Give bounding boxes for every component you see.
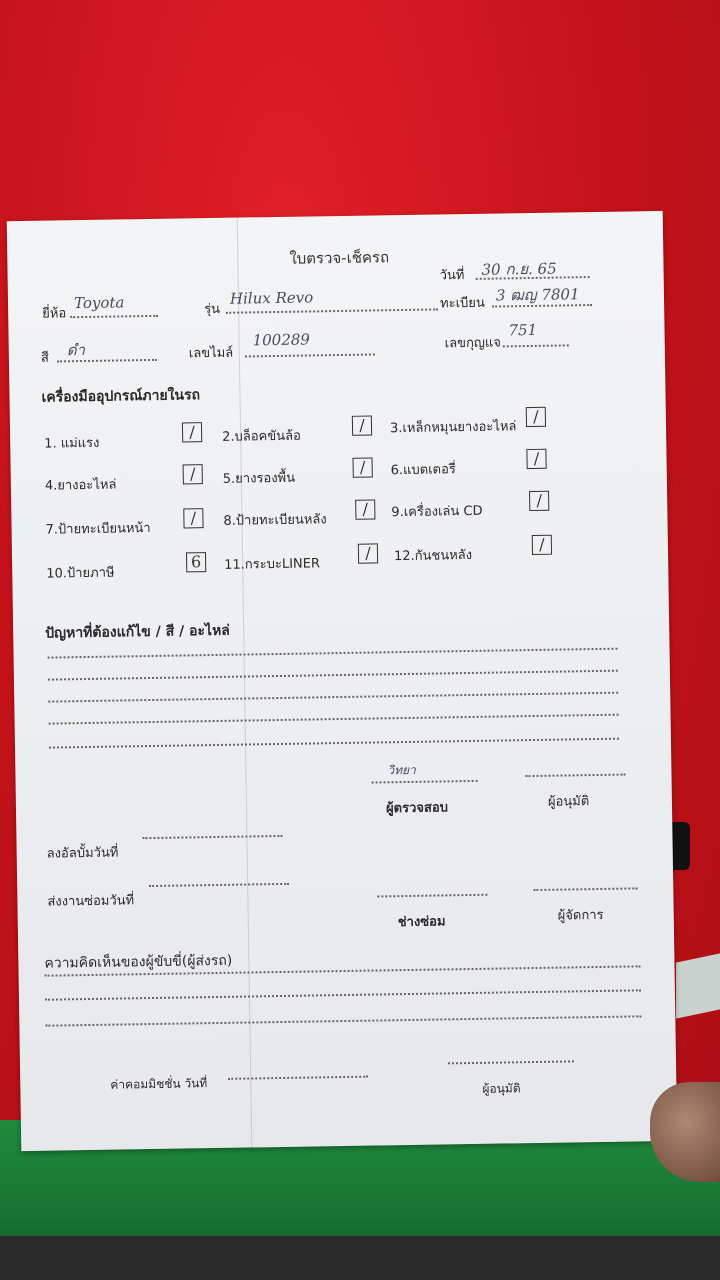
- manager-label: ผู้จัดการ: [557, 907, 604, 924]
- item-label-11: 11.กระบะLINER: [224, 556, 321, 573]
- check-mark: /: [189, 422, 195, 442]
- check-mark: /: [359, 415, 365, 435]
- plate-label: ทะเบียน: [439, 295, 485, 312]
- check-mark: /: [190, 508, 197, 528]
- mechanic-label: ช่างซ่อม: [397, 914, 446, 931]
- inspection-form-paper: [7, 211, 678, 1151]
- problems-heading: ปัญหาที่ต้องแก้ไข / สี / อะไหล่: [45, 622, 230, 642]
- item-checkbox-8[interactable]: [355, 499, 375, 519]
- inspector-signature[interactable]: วิทยา: [387, 762, 416, 778]
- item-checkbox-11[interactable]: [358, 543, 378, 563]
- inspector-line: [372, 780, 478, 784]
- item-checkbox-10[interactable]: [186, 552, 206, 572]
- check-mark: /: [365, 543, 371, 563]
- key-label: เลขกุญแจ: [444, 335, 502, 352]
- check-mark: /: [533, 448, 540, 468]
- check-mark: /: [536, 490, 543, 510]
- problems-line-5: [49, 738, 619, 749]
- approver2-label: ผู้อนุมัติ: [482, 1081, 521, 1096]
- check-mark: /: [533, 406, 539, 426]
- mileage-label: เลขไมล์: [188, 345, 234, 362]
- approver-line: [526, 774, 626, 778]
- check-mark: /: [362, 499, 369, 519]
- problems-line-3: [48, 692, 618, 703]
- check-mark: /: [189, 464, 196, 484]
- date-label: วันที่: [439, 268, 465, 284]
- item-label-6: 6.แบตเตอรี่: [390, 462, 456, 479]
- inspector-label: ผู้ตรวจสอบ: [385, 800, 449, 817]
- plate-value[interactable]: 3 ฒญ 7801: [495, 285, 580, 305]
- item-checkbox-5[interactable]: [352, 457, 372, 477]
- item-label-10: 10.ป้ายภาษี: [46, 565, 115, 582]
- parts-date-label: ลงอัลบั้มวันที่: [46, 845, 119, 862]
- item-label-9: 9.เครื่องเล่น CD: [391, 503, 483, 521]
- date-value[interactable]: 30 ก.ย. 65: [481, 259, 557, 279]
- item-checkbox-4[interactable]: [183, 464, 203, 484]
- model-line: [226, 308, 438, 313]
- problems-line-4: [49, 714, 619, 725]
- item-label-5: 5.ยางรองพื้น: [222, 470, 296, 487]
- approver-label: ผู้อนุมัติ: [547, 794, 590, 810]
- key-line: [503, 344, 569, 347]
- gray-card-edge: [676, 953, 720, 1018]
- equipment-heading: เครื่องมืออุปกรณ์ภายในรถ: [41, 387, 201, 406]
- item-checkbox-2[interactable]: [352, 415, 372, 435]
- brand-line: [70, 315, 158, 318]
- item-checkbox-3[interactable]: [526, 407, 546, 427]
- brand-value[interactable]: Toyota: [73, 293, 125, 313]
- model-label: รุ่น: [204, 301, 221, 318]
- item-checkbox-6[interactable]: [526, 449, 546, 469]
- color-label: สี: [40, 350, 49, 366]
- problems-line-2: [48, 670, 618, 681]
- item-label-2: 2.บล็อคขันล้อ: [222, 428, 301, 445]
- check-mark: /: [539, 534, 545, 554]
- parts-date-line: [142, 835, 282, 839]
- item-label-8: 8.ป้ายทะเบียนหลัง: [223, 512, 327, 529]
- form-title: ใบตรวจ-เช็ครถ: [289, 248, 390, 268]
- item-checkbox-9[interactable]: [529, 491, 549, 511]
- model-value[interactable]: Hilux Revo: [229, 288, 314, 308]
- opinion-heading: ความคิดเห็นของผู้ขับขี่(ผู้ส่งรถ): [44, 952, 233, 972]
- mileage-value[interactable]: 100289: [252, 330, 311, 350]
- opinion-line-3: [45, 1015, 641, 1026]
- approver2-line: [448, 1060, 574, 1064]
- brand-label: ยี่ห้อ: [42, 306, 67, 322]
- item-label-4: 4.ยางอะไหล่: [44, 477, 117, 494]
- repair-date-line: [149, 883, 289, 887]
- commission-label: ค่าคอมมิชชั่น วันที่: [110, 1076, 208, 1092]
- item-checkbox-12[interactable]: [532, 535, 552, 555]
- item-checkbox-1[interactable]: [182, 422, 202, 442]
- manager-line: [533, 887, 637, 891]
- item-label-12: 12.กันชนหลัง: [393, 547, 473, 565]
- check-mark: /: [359, 457, 366, 477]
- mechanic-line: [377, 894, 487, 898]
- repair-date-label: ส่งงานซ่อมวันที่: [47, 893, 135, 910]
- floor-background: [0, 1236, 720, 1280]
- problems-line-1: [48, 648, 618, 659]
- opinion-line-2: [45, 989, 641, 1000]
- mileage-line: [245, 353, 375, 357]
- item-label-7: 7.ป้ายทะเบียนหน้า: [45, 520, 151, 538]
- item-label-1: 1. แม่แรง: [44, 435, 100, 452]
- item-label-3: 3.เหล็กหมุนยางอะไหล่: [389, 419, 517, 437]
- item-checkbox-7[interactable]: [183, 508, 203, 528]
- key-value[interactable]: 751: [508, 320, 538, 340]
- check-mark: 6: [190, 552, 202, 572]
- color-value[interactable]: ดำ: [66, 340, 86, 360]
